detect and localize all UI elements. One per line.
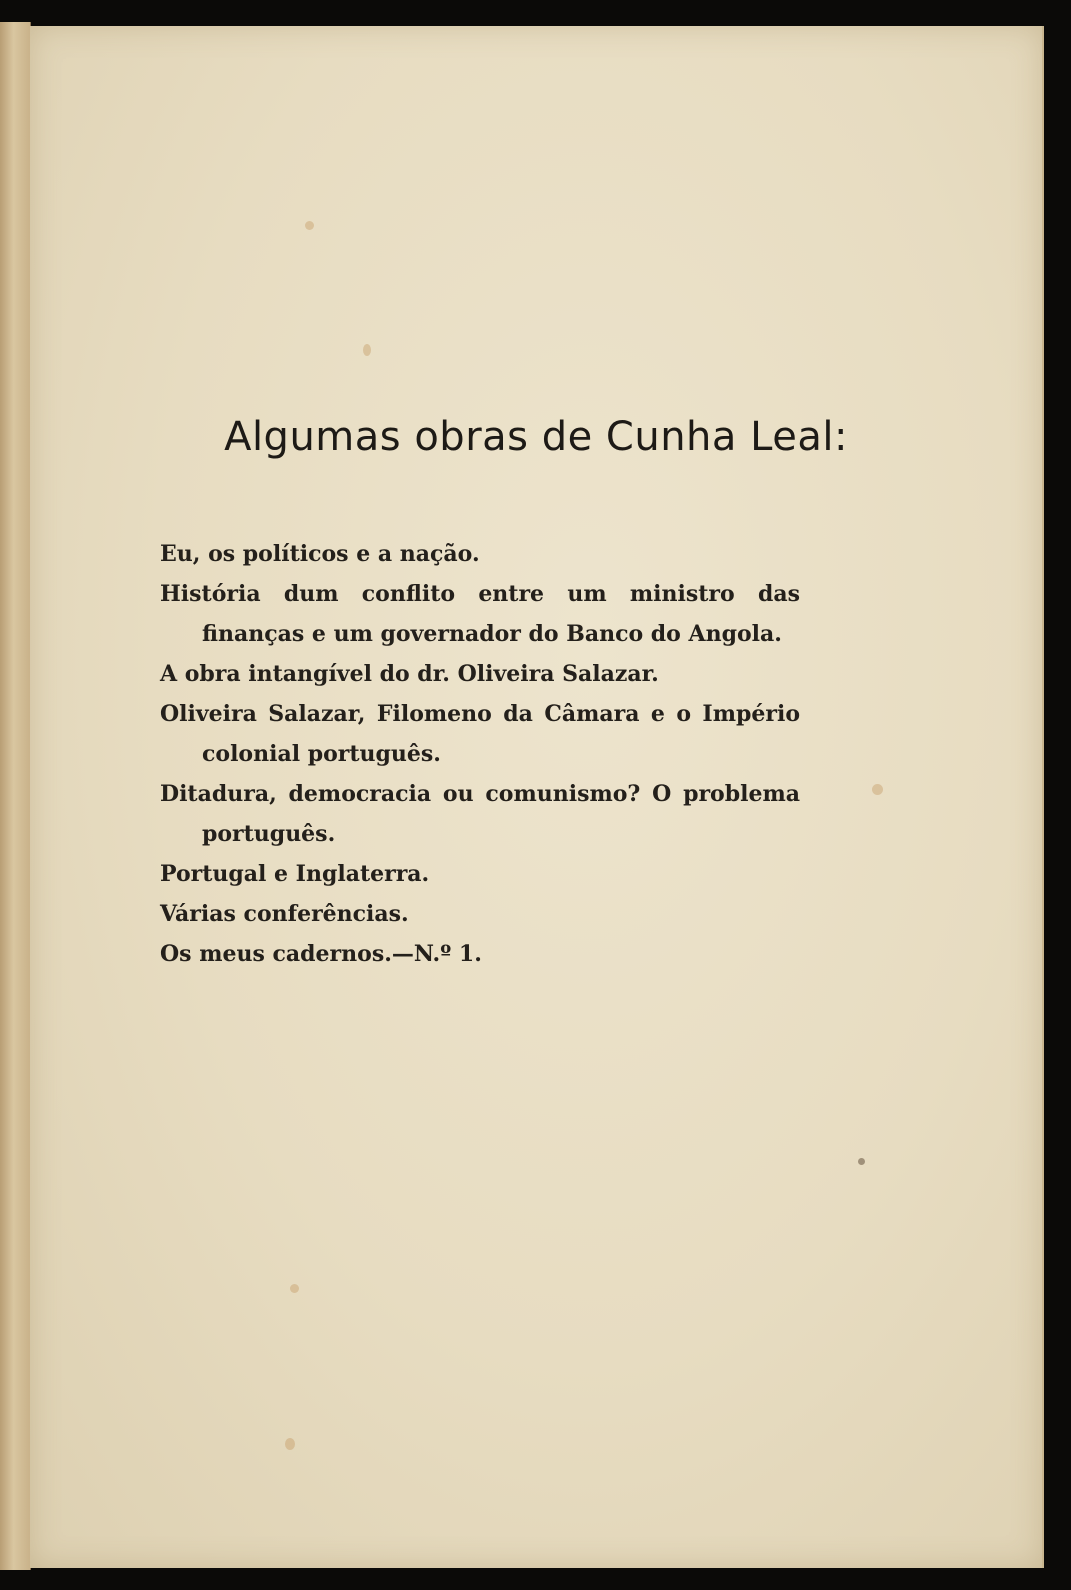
list-item: A obra intangível do dr. Oliveira Salazar. [160, 661, 659, 687]
page-title: Algumas obras de Cunha Leal: [224, 414, 848, 460]
foxing-spot [858, 1158, 865, 1165]
list-item: História dum conflito entre um ministro das finanças e um governador do Banco do Angola. [160, 581, 800, 647]
foxing-spot [363, 344, 371, 356]
foxing-spot [872, 784, 883, 795]
list-item: Ditadura, democracia ou comunismo? O problema português. [160, 781, 800, 847]
list-item: Oliveira Salazar, Filomeno da Câmara e o Império colonial português. [160, 701, 800, 767]
book-spine [0, 22, 31, 1570]
foxing-spot [285, 1438, 295, 1450]
list-item: Os meus cadernos.—N.º 1. [160, 941, 482, 967]
list-item: Eu, os políticos e a nação. [160, 541, 480, 567]
foxing-spot [290, 1284, 299, 1293]
list-item: Portugal e Inglaterra. [160, 861, 430, 887]
book-page [30, 26, 1044, 1568]
list-item: Várias conferências. [160, 901, 409, 927]
foxing-spot [305, 221, 314, 230]
works-list [160, 534, 800, 974]
